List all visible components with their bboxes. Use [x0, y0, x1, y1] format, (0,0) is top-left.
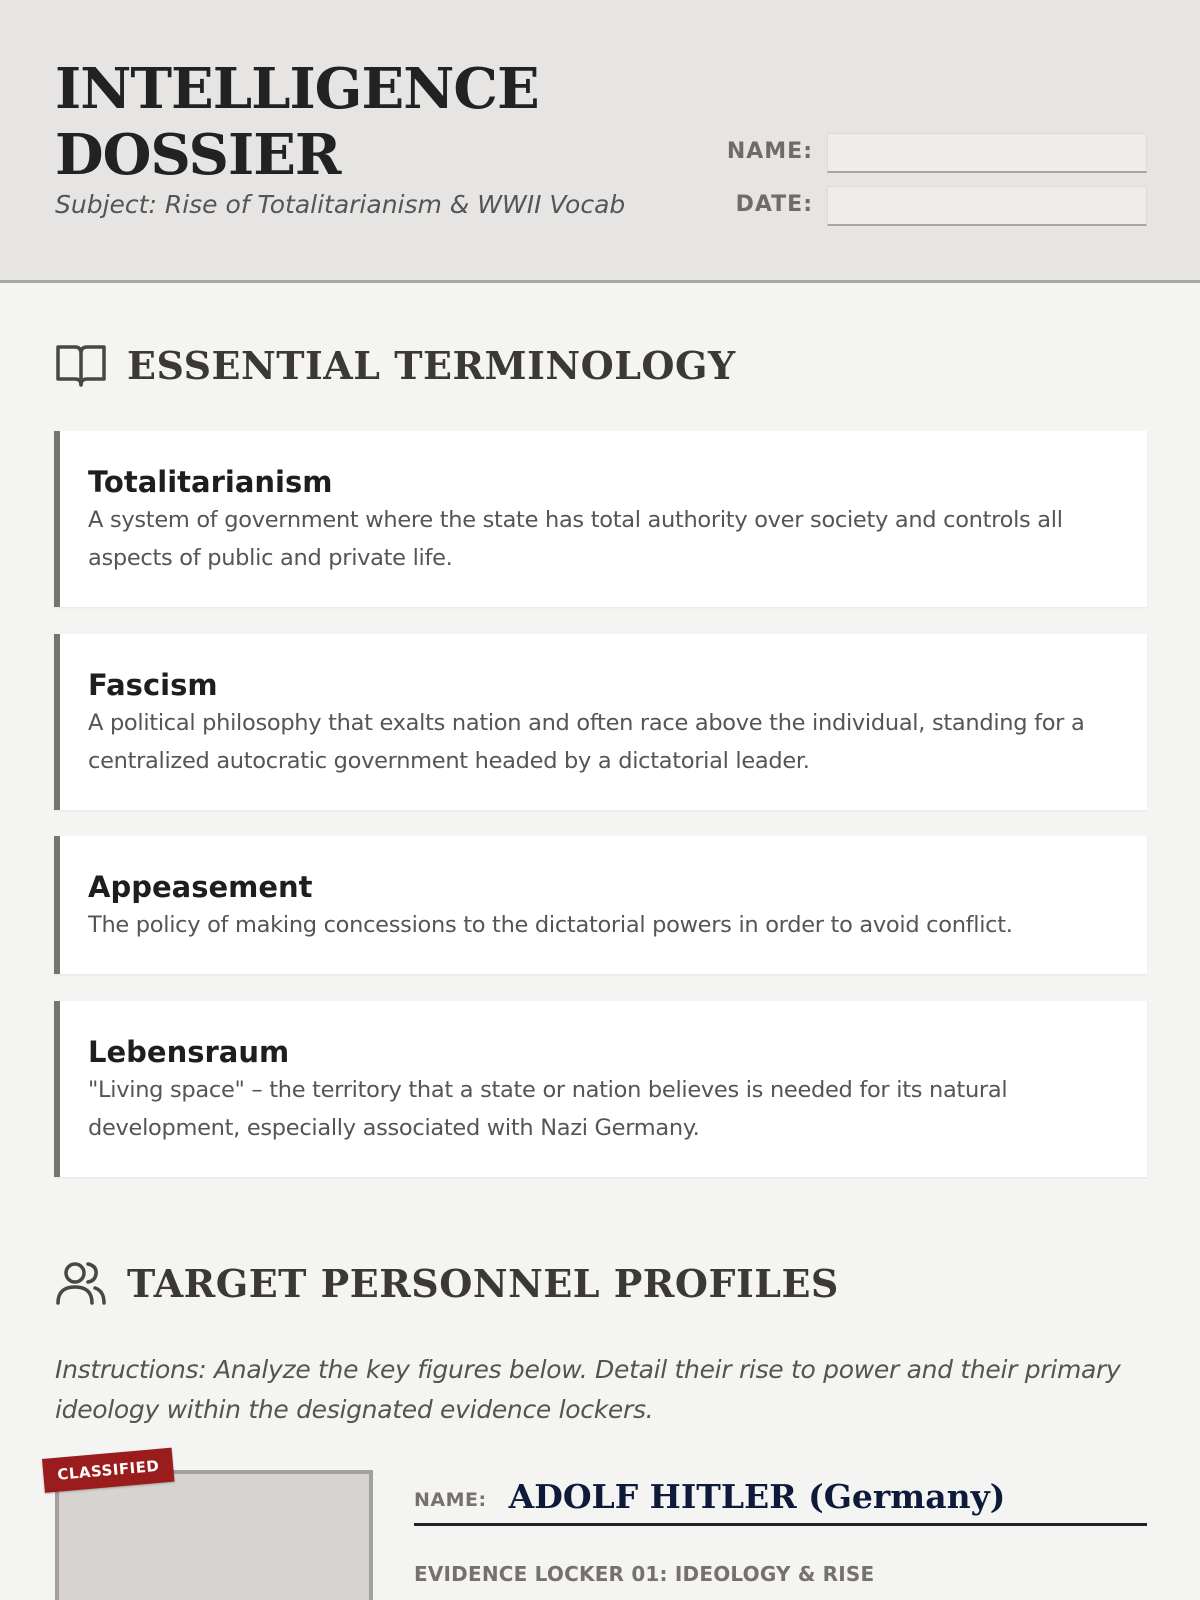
classified-stamp: CLASSIFIED — [42, 1448, 175, 1493]
term-card — [54, 1001, 1147, 1177]
date-field[interactable] — [827, 186, 1147, 226]
dossier-header — [0, 0, 1200, 283]
term-name: Lebensraum — [88, 1035, 290, 1069]
name-field[interactable] — [827, 133, 1147, 173]
term-definition: A political philosophy that exalts nation and often race above the individual, standing for a centralized autocratic government headed by a dictatorial leader. — [88, 710, 1085, 774]
page-subtitle: Subject: Rise of Totalitarianism & WWII Vocab — [55, 190, 626, 219]
page-title — [55, 56, 539, 188]
term-name: Fascism — [88, 668, 218, 702]
term-definition: "Living space" – the territory that a state or nation believes is needed for its natural development, especially associated with Nazi Germany. — [88, 1077, 1008, 1141]
name-label: NAME: — [726, 139, 813, 164]
date-label: DATE: — [735, 192, 813, 217]
term-name: Totalitarianism — [88, 465, 333, 499]
term-card — [54, 634, 1147, 810]
profile-photo-placeholder — [55, 1470, 373, 1600]
term-name: Appeasement — [88, 870, 313, 904]
profile-name-row — [414, 1470, 1147, 1526]
profile-name-label: NAME: — [414, 1488, 487, 1511]
term-definition: A system of government where the state has total authority over society and controls all aspects of public and private life. — [88, 507, 1063, 571]
open-book-icon — [55, 341, 107, 389]
profiles-title: TARGET PERSONNEL PROFILES — [127, 1260, 839, 1306]
term-definition: The policy of making concessions to the dictatorial powers in order to avoid conflict. — [88, 912, 1013, 938]
evidence-locker-label: EVIDENCE LOCKER 01: IDEOLOGY & RISE — [414, 1562, 875, 1586]
title-line-2: DOSSIER — [55, 122, 341, 188]
title-line-1: INTELLIGENCE — [55, 56, 539, 122]
profiles-instructions: Instructions: Analyze the key figures below. Detail their rise to power and their primary ideology within the designated evidence lockers. — [55, 1355, 1121, 1424]
users-icon — [55, 1259, 107, 1307]
profiles-section-header — [55, 1255, 839, 1311]
terminology-title: ESSENTIAL TERMINOLOGY — [127, 342, 736, 388]
profile-name: ADOLF HITLER (Germany) — [508, 1477, 1006, 1516]
term-card — [54, 431, 1147, 607]
term-card — [54, 836, 1147, 974]
terminology-section-header — [55, 337, 736, 393]
